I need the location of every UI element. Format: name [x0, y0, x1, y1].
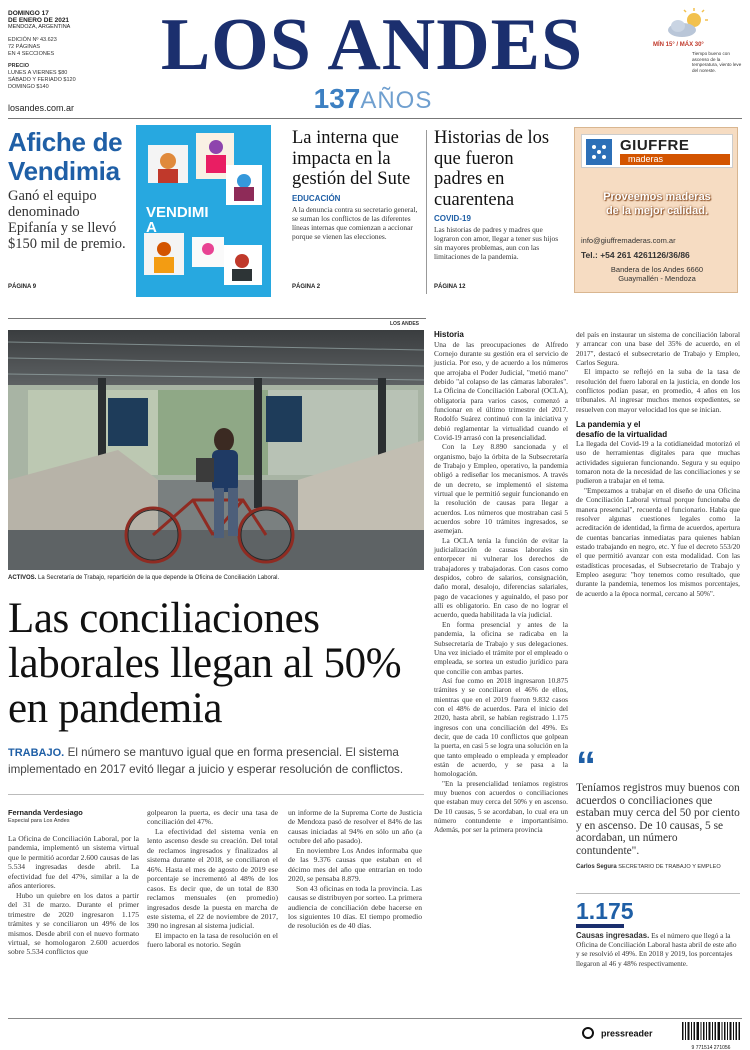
price-line: DOMINGO $140 [8, 84, 49, 90]
ad-slogan-line: de la mejor calidad. [605, 205, 709, 217]
ad-address [575, 265, 738, 283]
ad-email: info@giuffremaderas.com.ar [581, 236, 676, 245]
body-paragraph: "Empezamos a trabajar en el diseño de una Oficina de Conciliación Laboral virtual porque funcionaba de manera presencial", recuerda el funcionario. Había que resolver algunas cuestiones legales como la acreditación de identidad, la firma de acuerdos, apertura de cuentas bancarias inmediatas para quienes habían estado trabajando en negro, etc. Y fue el decreto 553/20 el que permitió avanzar con esta modalidad. Con las estadísticas procesadas, el Subsecretario de Trabajo y Empleo asegura: "hoy tenemos como resultado, que durante la pandemia, tenemos los mismos porcentajes, de acuerdo a la época normal, cercano al 50%". [576, 485, 740, 598]
body-paragraph: Así fue como en 2018 ingresaron 10.875 trámites y se conciliaron el 46% de ellos, mientras que en el 2019 fueron 9.832 casos con el 48% de acuerdos. Para el inicio del 2020, hasta abril, se habían registrado 1.175 ingresos con una conciliación del 49%. Es decir, que de cada 10 conflictos que golpean la puerta, en casi 5 se logra una solución en la que tanto empleado o empleada y empleador están de acuerdo, y se pasa a la homologación. [434, 675, 568, 779]
article-col-3 [288, 808, 422, 931]
main-headline: Las conciliaciones laborales llegan al 50% en pandemia [8, 595, 402, 732]
pressreader-icon [582, 1027, 594, 1039]
ad-brand: GIUFFRE [620, 137, 690, 154]
teaser-text: A la denuncia contra su secretario general, se suman los conflictos de las diferentes líneas internas que comienzan a accionar porque se vienen las elecciones. [292, 204, 418, 241]
quote-role: SECRETARIO DE TRABAJO Y EMPLEO [618, 863, 721, 870]
subhead-line: desafío de la virtualidad [576, 429, 668, 439]
teaser-vendimia[interactable] [8, 128, 132, 294]
article-col-5 [576, 330, 740, 598]
body-paragraph: Son 43 oficinas en toda la provincia. Las causas se distribuyen por sorteo. La primera audiencia de conciliación debe hacerse en los siguientes 10 días. El tiempo promedio de resolución es de 40 días. [288, 883, 422, 931]
article-col-2 [147, 808, 278, 950]
main-deck [8, 744, 424, 778]
body-paragraph: un informe de la Suprema Corte de Justicia de Mendoza pasó de resolver el 84% de las causas iniciadas al 94% en sólo un año (a octubre del año pasado). [288, 808, 422, 846]
body-paragraph: En noviembre Los Andes informaba que de las 9.376 causas que estaban en el décimo mes del año que entrarían en todo 2020, se pensaba 8.879. [288, 845, 422, 884]
weather-temps: MÍN 15° / MÁX 30° [653, 42, 704, 48]
teaser-padres[interactable] [434, 128, 566, 294]
flag-icon [586, 139, 612, 165]
article-col-1 [8, 808, 139, 957]
teaser-title: Afiche de Vendimia [8, 127, 123, 186]
teaser-divider [426, 130, 427, 294]
price-line: SÁBADO Y FERIADO $120 [8, 77, 76, 83]
section-divider [8, 318, 426, 319]
ad-phone: Tel.: +54 261 4261126/36/86 [581, 250, 690, 260]
pressreader-logo[interactable] [582, 1024, 653, 1044]
quote-divider [576, 893, 740, 894]
deck-text: El número se mantuvo igual que en forma presencial. El sistema implementado en 2017 evitó llegar a juicio y esperar resolución de conflictos. [8, 746, 404, 776]
body-paragraph: La llegada del Covid-19 a la cotidianeidad motorizó el uso de herramientas digitales para que muchas actividades siguieran funcionando. Segura y su equipo tomaron nota de la necesidad de las conciliaciones y se pudieron a trabajar en el tema. [576, 439, 740, 486]
quote-author: Carlos Segura [576, 863, 617, 870]
page-ref: PÁGINA 2 [292, 284, 321, 290]
anniversary-number: 137 [313, 83, 361, 114]
body-paragraph: Hubo un quiebre en los datos a partir del 31 de marzo. Durante el primer trimestre de 2020 ingresaron 1.175 trámites y se conciliaron un 49% de los mismos. Desde abril con el nuevo formato virtual, se homologaron 2.600 acuerdos sobre 5.534 conflictos que [8, 890, 139, 957]
footer-divider [8, 1018, 742, 1019]
quote-mark-icon: “ [576, 744, 596, 788]
teaser-text: Ganó el equipo denominado Epifanía y se llevó $150 mil de premio. [8, 188, 126, 252]
deck-kicker: TRABAJO. [8, 747, 65, 759]
deck-divider [8, 794, 424, 795]
main-photo[interactable] [8, 330, 424, 570]
page-ref: PÁGINA 9 [8, 284, 37, 290]
body-paragraph: Una de las preocupaciones de Alfredo Cornejo durante su gestión era el servicio de justicia. Por eso, y de acuerdo a los números que arrojaba el Poder Judicial, "metió mano" debido "al colapso de las cámaras laborales". La Oficina de Conciliación Laboral (OCLA), obligatoria para varios casos, comenzó a funcionar en el último trimestre del 2017. Rodolfo Suárez continuó con la iniciativa y debió reglamentar la virtualidad cuando el Covid-19 arrasó con la presencialidad. [434, 339, 568, 442]
edition-line: 72 PÁGINAS [8, 44, 41, 50]
body-paragraph: En forma presencial y antes de la pandemia, la oficina se radicaba en la Subsecretaría de Trabajo y sus delegaciones. Una vez iniciado el trámite por el empleado o empleada, se sortea un estudio jurídico para que concilie con ambas partes. [434, 619, 568, 676]
masthead-divider [8, 118, 742, 119]
caption-text: La Secretaría de Trabajo, repartición de la que depende la Oficina de Conciliación Laboral. [38, 575, 280, 581]
ad-address-line: Bandera de los Andes 6660 [610, 265, 704, 274]
body-paragraph: "En la presencialidad teníamos registros muy buenos con acuerdos o conciliaciones que estaban muy cerca del 50% y en ascenso. De 10 causas, 5 se acordaban, lo cual era un número contundente e importantísimo. Además, por ser la primera provincia [434, 778, 568, 835]
newspaper-logo: LOS ANDES [160, 4, 584, 86]
giuffre-ad[interactable] [574, 127, 738, 293]
photo-credit: LOS ANDES [390, 321, 419, 327]
body-paragraph: La efectividad del sistema venía en lento ascenso desde su creación. Del total de reclamos ingresados y finalizados al sistema durante el 2018, se conciliaron el 46%. Hasta el mes de agosto de 2019 ese porcentaje se incrementó al 48% de los casos. Es decir que, de un total de 830 reclamos mensuales (en promedio) ingresados desde la puesta en marcha de este sistema, el 22 de noviembre de 2017, 390 no ingresan al sistema judicial. [147, 826, 278, 931]
edition-line: EN 4 SECCIONES [8, 51, 55, 57]
barcode [682, 1022, 740, 1050]
body-paragraph: La Oficina de Conciliación Laboral, por la pandemia, implementó un sistema virtual que le permitió acordar 2.600 causas de las 5.534 ingresadas desde abril. La efectividad fue del 47%, similar a la de años anteriores. [8, 834, 139, 891]
teaser-kicker: EDUCACIÓN [292, 193, 341, 203]
date-line: DE ENERO DE 2021 [8, 17, 70, 24]
body-paragraph: El impacto se reflejó en la suba de la tasa de resolución del fuero laboral en la justicia, en donde los conflictos podían pasar, en promedio, 4 años en los tribunales. Al ingresar muchos menos expedientes, se resuelven con mayor velocidad los que se inician. [576, 367, 740, 414]
edition-line: EDICIÓN Nº 43.623 [8, 37, 57, 43]
vendimia-poster-image[interactable] [136, 125, 271, 297]
date-line: DOMINGO 17 [8, 10, 49, 17]
quote-text: Teníamos registros muy buenos con acuerdos o conciliaciones que estaban muy cerca del 50 por ciento y en ascenso. De 10 causas, 5 se acordaban, un número contundente". [576, 782, 740, 857]
byline: Fernanda Verdesiago [8, 808, 83, 817]
teaser-title: Historias de los que fueron padres en cuarentena [434, 128, 550, 210]
subhead-line: La pandemia y el [576, 420, 641, 430]
subhead [576, 420, 740, 439]
body-paragraph: El impacto en la tasa de resolución en el fuero laboral es notorio. Según [147, 930, 278, 950]
ad-address-line: Guaymallén - Mendoza [618, 274, 696, 283]
quote-attribution [576, 864, 740, 870]
article-col-4 [434, 330, 568, 835]
teaser-kicker: COVID-19 [434, 214, 471, 223]
teaser-text: Las historias de padres y madres que lograron con amor, llegar a tener sus hijos sin mayores problemas, aun con las limitaciones de la pandemia. [434, 225, 559, 261]
poster-title: VENDIMIA [146, 204, 209, 236]
photo-caption [8, 574, 424, 582]
anniversary-badge [288, 84, 458, 116]
city-line: MENDOZA, ARGENTINA [8, 24, 71, 30]
teaser-sute[interactable] [292, 128, 420, 294]
stat-box [576, 898, 740, 968]
caption-kicker: ACTIVOS. [8, 575, 37, 581]
teaser-title: La interna que impacta en la gestión del Sute [292, 128, 411, 189]
weather-icon [664, 8, 708, 40]
body-paragraph: La OCLA tenía la función de evitar la judicialización de causas laborales sin entorpecer ni vulnerar los derechos de trabajadores y trabajadoras. Con casos como despidos, cobro de salarios, consignación, daño moral, desalojo, diferencias salariales, pago de vacaciones y aguinaldo, el paso por allí es obligatorio. En caso de no lograr el acuerdo, queda habilitada la vía judicial. [434, 535, 568, 620]
stat-label: Causas ingresadas. [576, 931, 650, 940]
body-paragraph: Con la Ley 8.890 sancionada y el organismo, bajo la órbita de la Subsecretaría de Trabajo y Empleo, operativo, la pandemia obligó a rediseñar los mecanismos. A través de un decreto, se implementó el sistema virtual que le permitió seguir funcionando en la resolución de causas para llegar a acuerdos. Los números que mostraban casi 5 acuerdos sobre 10 trámites ingresados, se asemejan. [434, 442, 568, 536]
barcode-digits: 9 771514 271056 [691, 1045, 731, 1050]
ad-slogan [579, 190, 735, 218]
price-line: LUNES A VIERNES $80 [8, 70, 68, 76]
body-paragraph: del país en instaurar un sistema de conciliación laboral y arrancar con una base del 35% de acuerdo, en el 2017", destacó el subsecretario de Trabajo y Empleo, Carlos Segura. [576, 330, 740, 368]
subhead: Historia [434, 330, 464, 339]
ad-brand-sub: maderas [620, 154, 730, 165]
price-label: PRECIO [8, 63, 30, 69]
stat-number: 1.175 [576, 898, 624, 928]
ad-slogan-line: Proveemos maderas [603, 191, 711, 203]
masthead-dateline [8, 10, 98, 91]
ad-brand-box [581, 134, 733, 168]
anniversary-word: AÑOS [360, 87, 433, 114]
page-ref: PÁGINA 12 [434, 284, 466, 290]
website-link[interactable]: losandes.com.ar [8, 103, 75, 113]
pull-quote [576, 744, 740, 870]
stat-text: Es el número que llegó a la Oficina de Conciliación Laboral hasta abril de este año y se resolvió el 49%. En 2018 y 2019, los porcentajes llegaron al 46 y 48% respectivamente. [576, 931, 737, 968]
weather-text: Tiempo bueno con ascenso de la temperatura, viento leve del noreste. [692, 51, 742, 73]
pressreader-text: pressreader [601, 1028, 653, 1039]
body-paragraph: golpearon la puerta, es decir una tasa de conciliación del 47%. [147, 808, 278, 827]
byline-role: Especial para Los Andes [8, 818, 70, 824]
